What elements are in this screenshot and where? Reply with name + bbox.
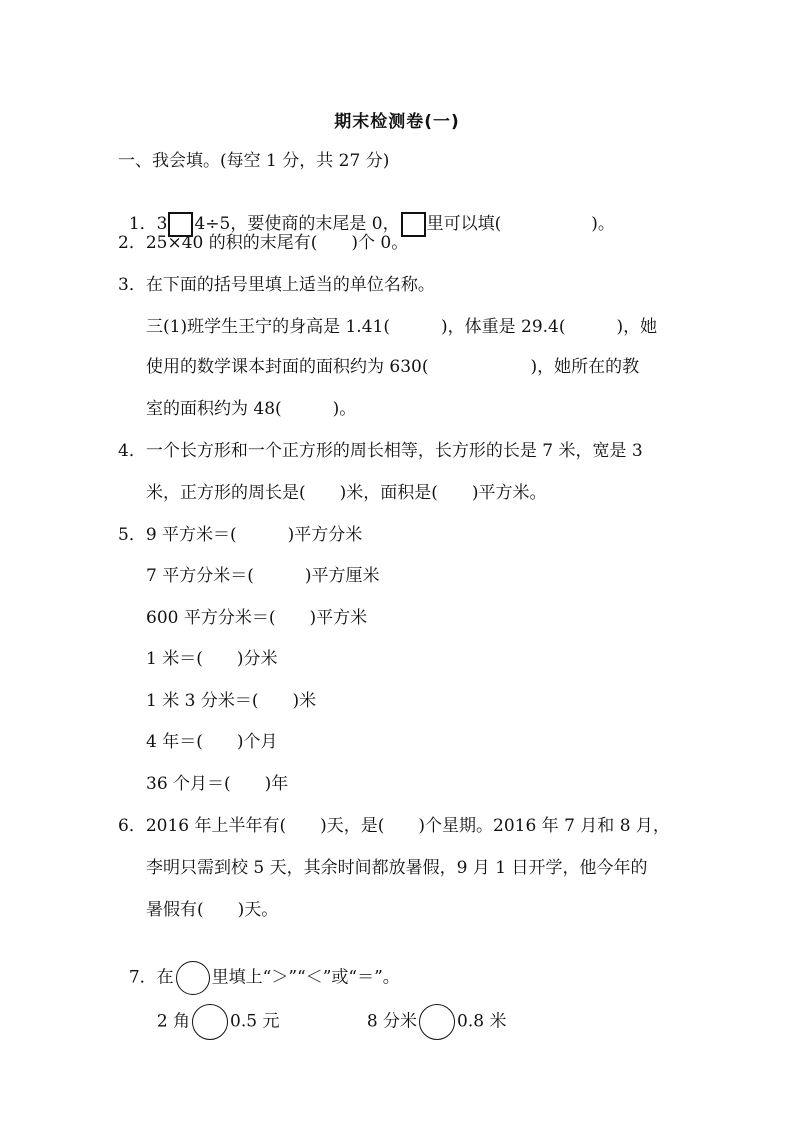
question-6-line-2: 李明只需到校 5 天，其余时间都放暑假，9 月 1 日开学，他今年的 xyxy=(146,858,648,878)
q7-b-left: 8 分米 xyxy=(366,1011,418,1032)
q1-text-a: 3 xyxy=(156,214,168,234)
question-5-line-4: 1 米＝( )分米 xyxy=(146,649,278,669)
question-7-item-a xyxy=(146,982,280,1040)
q7-a-left: 2 角 xyxy=(156,1011,191,1032)
q1-text-c: 里可以填( xyxy=(426,214,502,234)
question-5-line-3: 600 平方分米＝( )平方米 xyxy=(146,608,368,628)
question-5-line-7: 36 个月＝( )年 xyxy=(146,774,289,794)
question-7-item-b xyxy=(356,982,507,1040)
q1-text-d: )。 xyxy=(591,214,615,234)
compare-circle[interactable] xyxy=(419,1004,455,1040)
question-5-line-1: 5．9 平方米＝( )平方分米 xyxy=(118,525,363,545)
question-4-line-1: 4．一个长方形和一个正方形的周长相等，长方形的长是 7 米，宽是 3 xyxy=(118,441,643,461)
compare-circle[interactable] xyxy=(192,1004,228,1040)
question-6-line-3: 暑假有( )天。 xyxy=(146,900,279,920)
question-3-line-3: 室的面积约为 48( )。 xyxy=(146,399,357,419)
q1-text-b: 4÷5，要使商的末尾是 0， xyxy=(194,214,400,234)
page-title: 期末检测卷(一) xyxy=(334,112,460,132)
question-5-line-6: 4 年＝( )个月 xyxy=(146,732,278,752)
q7-post: 里填上“＞”“＜”或“＝”。 xyxy=(211,967,400,988)
question-4-line-2: 米，正方形的周长是( )米，面积是( )平方米。 xyxy=(146,483,547,503)
question-3-line-1: 三(1)班学生王宁的身高是 1.41( )，体重是 29.4( )，她 xyxy=(146,317,658,337)
question-1 xyxy=(118,190,615,237)
question-5-line-2: 7 平方分米＝( )平方厘米 xyxy=(146,566,380,586)
q7-a-right: 0.5 元 xyxy=(230,1011,280,1032)
question-3-stem: 3．在下面的括号里填上适当的单位名称。 xyxy=(118,275,435,295)
question-number: 1． xyxy=(128,214,157,234)
question-6-line-1: 6．2016 年上半年有( )天，是( )个星期。2016 年 7 月和 8 月， xyxy=(118,816,670,836)
question-5-line-5: 1 米 3 分米＝( )米 xyxy=(146,691,317,711)
q7-b-right: 0.8 米 xyxy=(457,1011,507,1032)
question-3-line-2: 使用的数学课本封面的面积约为 630( )，她所在的教 xyxy=(146,357,640,377)
q7-pre: 7．在 xyxy=(128,967,174,988)
question-2: 2．25×40 的积的末尾有( )个 0。 xyxy=(118,233,409,253)
section-heading: 一、我会填。(每空 1 分，共 27 分) xyxy=(118,151,390,171)
